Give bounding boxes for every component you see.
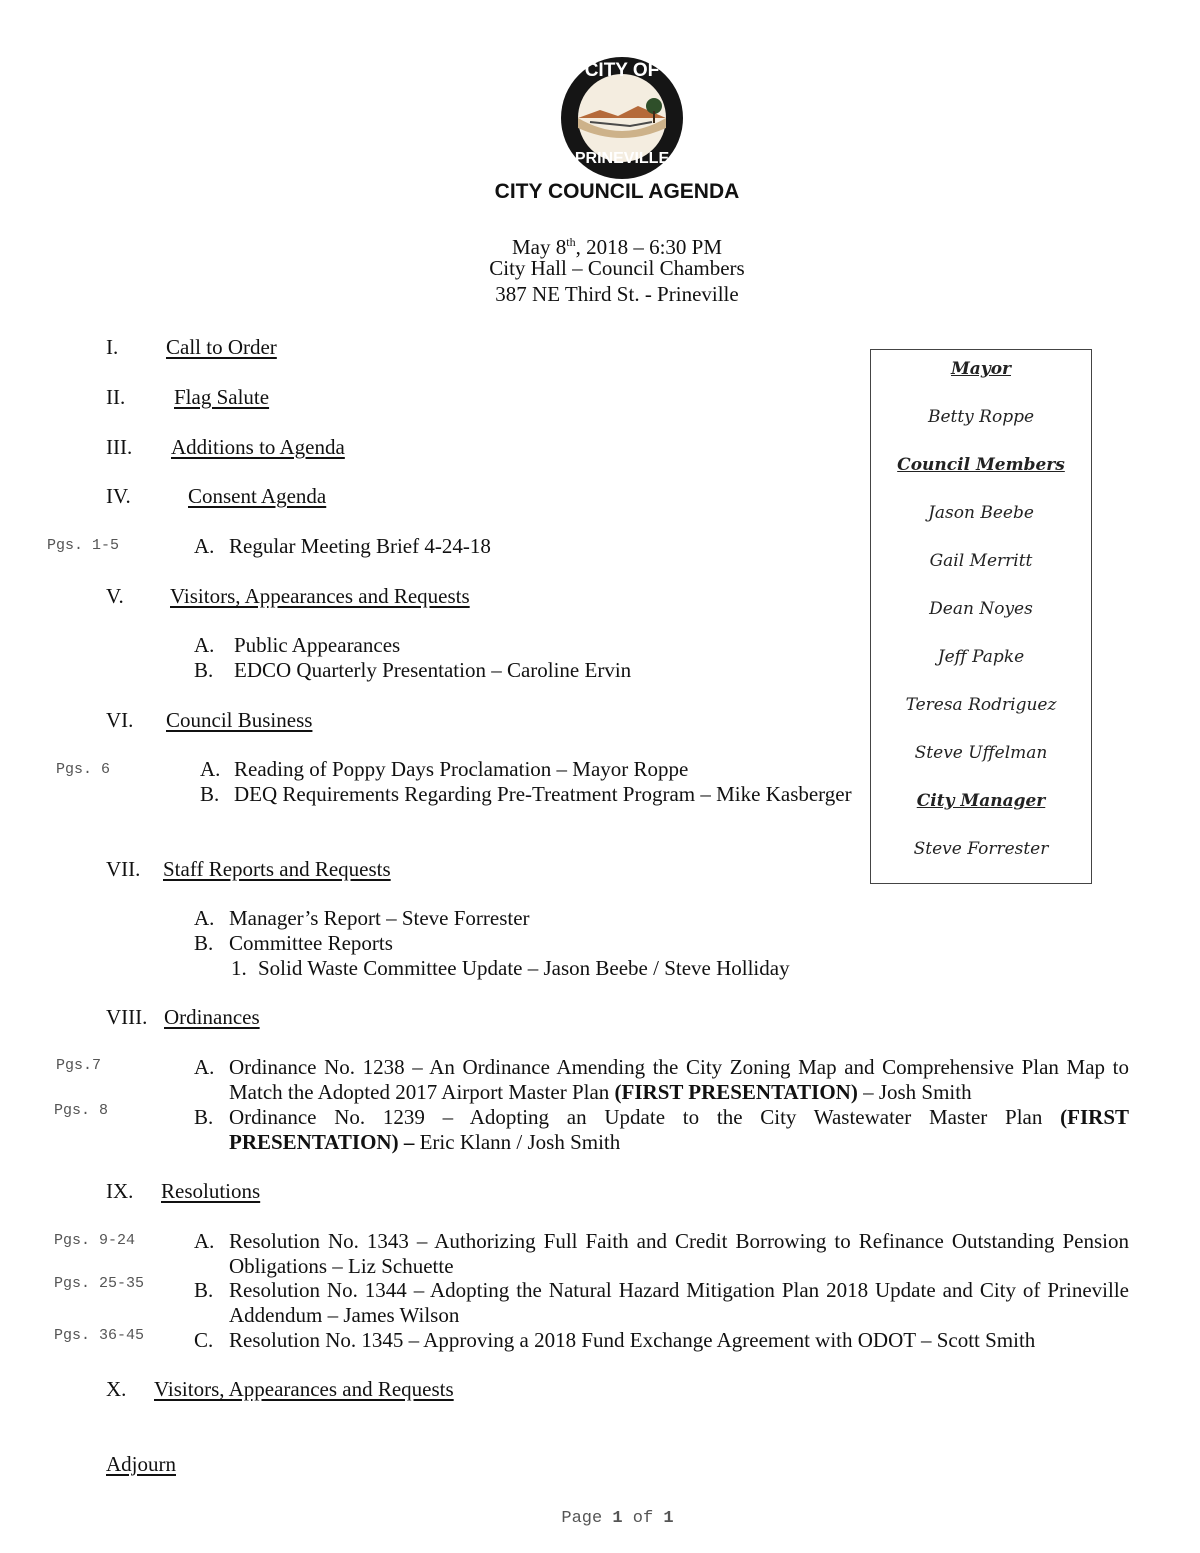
- section-6b-text: DEQ Requirements Regarding Pre-Treatment Program – Mike Kasberger: [234, 782, 852, 806]
- section-9a-letter: A.: [194, 1229, 215, 1253]
- agenda-title: CITY COUNCIL AGENDA: [494, 180, 740, 203]
- section-8-title: Ordinances: [164, 1005, 260, 1029]
- section-7b1-number: 1.: [231, 956, 247, 980]
- page-footer: [0, 1509, 1200, 1528]
- section-8b-letter: B.: [194, 1105, 214, 1129]
- mayor-heading: Mayor: [950, 359, 1011, 379]
- meeting-address: 387 NE Third St. - Prineville: [495, 282, 739, 306]
- section-7a-text: Manager’s Report – Steve Forrester: [229, 906, 530, 930]
- section-4-title: Consent Agenda: [188, 484, 327, 508]
- section-9-number: IX.: [106, 1179, 134, 1203]
- section-6a-text: Reading of Poppy Days Proclamation – Mayor Roppe: [234, 757, 689, 781]
- section-9a-text: Resolution No. 1343 – Authorizing Full Faith and Credit Borrowing to Refinance Outstanding Pension Obligations – Liz Schuette: [229, 1229, 1129, 1278]
- section-7-number: VII.: [106, 857, 141, 881]
- page-number: 1: [612, 1509, 623, 1528]
- page-label: Page: [561, 1509, 603, 1528]
- council-member-name: Teresa Rodriguez: [905, 695, 1057, 715]
- section-9c-pages: Pgs. 36-45: [54, 1327, 145, 1344]
- section-9b-letter: B.: [194, 1278, 214, 1302]
- council-member-name: Gail Merritt: [929, 551, 1033, 571]
- section-8b-bold: (FIRST PRESENTATION) –: [229, 1105, 1130, 1154]
- section-9-title: Resolutions: [161, 1179, 261, 1203]
- section-9a-pages: Pgs. 9-24: [54, 1232, 136, 1249]
- section-7-title: Staff Reports and Requests: [163, 857, 391, 881]
- section-9b-text: Resolution No. 1344 – Adopting the Natural Hazard Mitigation Plan 2018 Update and City of Prineville Addendum – James Wilson: [229, 1278, 1129, 1327]
- section-6-title: Council Business: [166, 708, 313, 732]
- city-logo: [560, 56, 684, 180]
- logo-bottom-text: PRINEVILLE: [574, 150, 670, 167]
- section-8b-presenter: Eric Klann / Josh Smith: [414, 1130, 621, 1154]
- section-8a-pages: Pgs.7: [56, 1057, 102, 1074]
- section-8a-main: Ordinance No. 1238 – An Ordinance Amending the City Zoning Map and Comprehensive Plan Map to Match the Adopted 2017 Airport Master Plan: [229, 1055, 1129, 1104]
- section-8a-presenter: – Josh Smith: [857, 1080, 972, 1104]
- council-member-name: Steve Uffelman: [914, 743, 1048, 763]
- section-8b-main: Ordinance No. 1239 – Adopting an Update to the City Wastewater Master Plan: [229, 1105, 1043, 1129]
- city-manager-name: Steve Forrester: [913, 839, 1049, 859]
- council-members-heading: Council Members: [897, 455, 1065, 475]
- section-10-number: X.: [106, 1377, 127, 1401]
- section-5a-letter: A.: [194, 633, 215, 657]
- section-7b1-text: Solid Waste Committee Update – Jason Beebe / Steve Holliday: [258, 956, 790, 980]
- section-6-number: VI.: [106, 708, 134, 732]
- city-manager-heading: City Manager: [916, 791, 1046, 811]
- section-3-number: III.: [106, 435, 133, 459]
- section-9c-letter: C.: [194, 1328, 214, 1352]
- section-7a-letter: A.: [194, 906, 215, 930]
- section-5b-text: EDCO Quarterly Presentation – Caroline Ervin: [234, 658, 632, 682]
- section-1-title: Call to Order: [166, 335, 277, 359]
- meeting-date-suffix: th: [566, 235, 576, 249]
- section-6a-letter: A.: [200, 757, 221, 781]
- section-4a-letter: A.: [194, 534, 215, 558]
- section-8a-bold: (FIRST PRESENTATION): [614, 1080, 858, 1104]
- section-4a-text: Regular Meeting Brief 4-24-18: [229, 534, 491, 558]
- section-6a-pages: Pgs. 6: [56, 761, 111, 778]
- page-total: 1: [663, 1509, 674, 1528]
- logo-top-text: CITY OF: [584, 60, 660, 81]
- of-label: of: [632, 1509, 654, 1528]
- meeting-date-time: , 2018 – 6:30 PM: [575, 235, 723, 259]
- council-member-name: Jason Beebe: [928, 503, 1034, 523]
- section-8a-letter: A.: [194, 1055, 215, 1079]
- section-2-title: Flag Salute: [174, 385, 270, 409]
- meeting-date-main: May 8: [511, 235, 567, 259]
- council-member-name: Jeff Papke: [937, 647, 1025, 667]
- meeting-location: City Hall – Council Chambers: [489, 256, 745, 280]
- section-8b-text: [229, 1105, 1129, 1155]
- section-5-number: V.: [106, 584, 124, 608]
- section-5-title: Visitors, Appearances and Requests: [170, 584, 470, 608]
- section-2-number: II.: [106, 385, 126, 409]
- section-7b-letter: B.: [194, 931, 214, 955]
- section-5b-letter: B.: [194, 658, 214, 682]
- adjourn: Adjourn: [106, 1452, 176, 1476]
- section-4-number: IV.: [106, 484, 131, 508]
- section-1-number: I.: [106, 335, 119, 359]
- mayor-name: Betty Roppe: [927, 407, 1035, 427]
- section-8-number: VIII.: [106, 1005, 148, 1029]
- council-members-box: [870, 349, 1092, 884]
- section-4a-pages: Pgs. 1-5: [47, 537, 120, 554]
- section-6b-letter: B.: [200, 782, 220, 806]
- section-3-title: Additions to Agenda: [171, 435, 345, 459]
- section-9c-text: Resolution No. 1345 – Approving a 2018 Fund Exchange Agreement with ODOT – Scott Smith: [229, 1328, 1036, 1352]
- section-9b-pages: Pgs. 25-35: [54, 1275, 145, 1292]
- section-8a-text: [229, 1055, 1129, 1105]
- section-7b-text: Committee Reports: [229, 931, 393, 955]
- section-5a-text: Public Appearances: [234, 633, 401, 657]
- section-8b-pages: Pgs. 8: [54, 1102, 109, 1119]
- council-member-name: Dean Noyes: [929, 599, 1033, 619]
- section-10-title: Visitors, Appearances and Requests: [154, 1377, 454, 1401]
